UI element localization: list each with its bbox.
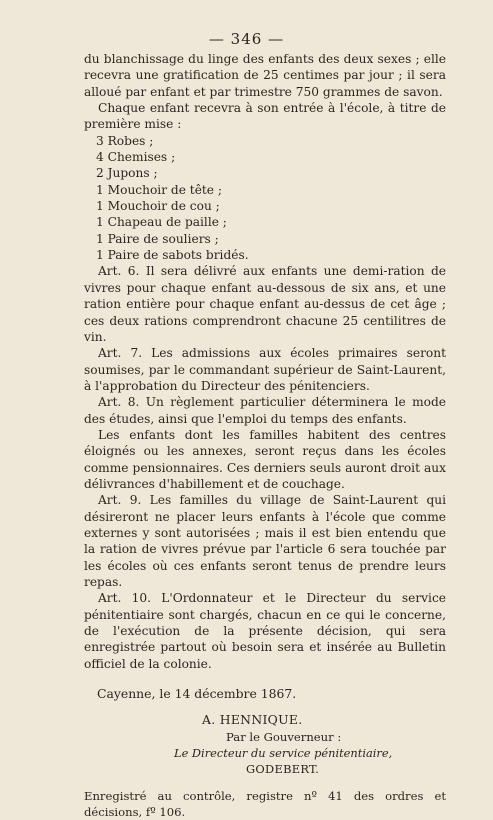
- signature-title: Le Directeur du service pénitentiaire,: [174, 746, 393, 761]
- list-item: 1 Paire de souliers ;: [96, 231, 219, 246]
- paragraph-first-issue: Chaque enfant recevra à son entrée à l'école, à titre de première mise :: [84, 101, 446, 132]
- list-item: 1 Mouchoir de tête ;: [96, 182, 222, 197]
- signature-signatory: GODEBERT.: [246, 762, 320, 777]
- page-number: — 346 —: [208, 30, 285, 48]
- article-9: Art. 9. Les familles du village de Saint-Laurent qui désireront ne placer leurs enfants à l'école que comme externes y sont autorisées ; mais il est bien entendu que la ration de vivres prévue par l'article 6 sera touchée par les écoles où ces enfants seront tenus de prendre leurs repas.: [84, 493, 446, 589]
- article-8: Art. 8. Un règlement particulier déterminera le mode des études, ainsi que l'emploi du temps des enfants.: [84, 395, 446, 426]
- list-item: 1 Paire de sabots bridés.: [96, 248, 249, 263]
- signature-date: Cayenne, le 14 décembre 1867.: [97, 686, 297, 702]
- article-7: Art. 7. Les admissions aux écoles primaires seront soumises, par le commandant supérieur de Saint-Laurent, à l'approbation du Directeur des pénitenciers.: [84, 346, 446, 393]
- paragraph-continuation: du blanchissage du linge des enfants des deux sexes ; elle recevra une gratification de 25 centimes par jour ; il sera alloué par enfant et par trimestre 750 grammes de savon.: [84, 52, 446, 99]
- list-item: 1 Chapeau de paille ;: [96, 215, 227, 230]
- list-item: 2 Jupons ;: [96, 166, 158, 181]
- article-10: Art. 10. L'Ordonnateur et le Directeur du service pénitentiaire sont chargés, chacun en ce qui le concerne, de l'exécution de la présente décision, qui sera enregistrée partout où besoin sera et insérée au Bulletin officiel de la colonie.: [84, 591, 446, 671]
- signature-name: A. HENNIQUE.: [202, 712, 303, 728]
- list-item: 3 Robes ;: [96, 133, 154, 148]
- registration-note: Enregistré au contrôle, registre nº 41 des ordres et décisions, fº 106.: [84, 788, 446, 820]
- article-6: Art. 6. Il sera délivré aux enfants une demi-ration de vivres pour chaque enfant au-dessous de six ans, et une ration entière pour chaque enfant au-dessus de cet âge ; ces deux rations comprendront chacune 25 centilitres de vin.: [84, 264, 446, 344]
- page-body: [84, 51, 446, 820]
- paragraph-boarders: Les enfants dont les familles habitent des centres éloignés ou les annexes, seront reçus dans les écoles comme pensionnaires. Ces derniers seuls auront droit aux délivrances d'habillement et de couchage.: [84, 427, 446, 491]
- signature-role: Par le Gouverneur :: [226, 729, 342, 744]
- list-item: 1 Mouchoir de cou ;: [96, 199, 220, 214]
- clothing-list: [84, 133, 446, 264]
- list-item: 4 Chemises ;: [96, 150, 176, 165]
